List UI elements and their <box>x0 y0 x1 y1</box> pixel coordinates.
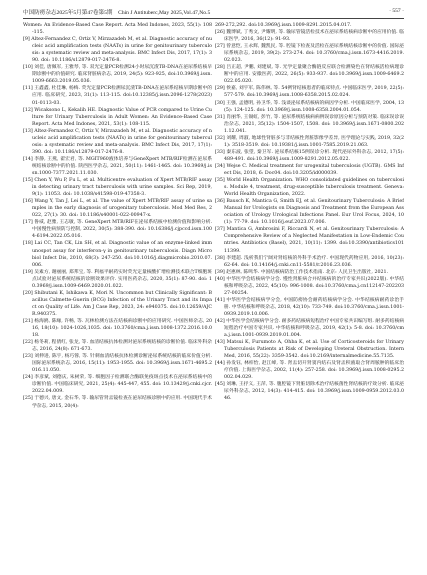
reference-item: [36] Bausch K, Mantica G, Smith EJ, et al. Genitourinary Tuberculosis: A Brief Manual for Urologists on Diagnosis and Treatment from the European Association of Urology Urological Infections Panel. Eur Urol Focus, 2024, 10(1): 77-79. doi: 10.1016/j.euf.2023.07.006. <box>215 199 404 226</box>
page-number: · 557 · <box>389 8 404 14</box>
reference-item: [28] 吕正超, 尹鹏, 刘建斌, 等. 光学定量聚合酶链反应联合检测染色在肾结核活检病理诊断中的应用. 安徽医药, 2022, 26(5): 933-937. doi:10.3969/j.issn.1009-6469.2022.05.020. <box>215 65 404 85</box>
reference-item: [23] 刘伸进, 陈宇, 杨巧蓉, 等. 针刺血清结核抗体检测诊断泌尿系统结核的临床价值分析. 国际泌尿系统杂志, 2016, 15(11): 1953-1955. doi: 10.3969/j.issn.1671-4695.2016.11.050. <box>23 354 212 374</box>
reference-item: [35] World Health Organization. WHO consolidated guidelines on tuberculosis. Module 4, treatment, drug-susceptible tuberculosis treatment. Geneva: World Health Organization, 2022. <box>215 178 404 198</box>
reference-item: [22] 杨冬莉, 程倩红, 张龙, 等. 血清结核抗体检测对泌尿系统结核的诊断价值. 临床外科杂志, 2016, 24(8): 671-673. <box>23 340 212 353</box>
reference-item: [40] 中华医学会结核病学分会. 慢性肾脏病合并结核病的治疗专家共识(2022版). 中华结核和呼吸杂志, 2022, 45(10): 996-1008. doi:10.3760/cma.j.cn112147-20220327-00254. <box>215 276 404 296</box>
reference-item: [31] 肖丽华, 王锡虹, 彭竹, 等. 泌尿系统结核病病例误诊原因分析与预防对策. 临床误诊误治杂志, 2021, 35(12): 1504-1507, 1508. doi: 10.3969/j.issn.1671-0800.2021.12.041. <box>215 114 404 134</box>
reference-item: [16] Wang Y, Tan J, Lei L, et al. The value of Xpert MTB/RIF assay of urine samples in the early diagnosis of urogenitary tuberculosis. Mod Med Res, 2022, 27(1): 30. doi: 10.1186/s40001-022-00947-x. <box>23 199 212 219</box>
reference-item: [17] 鲁威, 赵雅, 王志敏, 等. GeneXpert MTB/RIF在泌尿系结核中检测价值和影响分析. 中国慢性病预防与控制, 2022, 30(5): 388-390. doi: 10.16386/j.cjpccd.issn.1004-6194.2022.05.016. <box>23 220 212 240</box>
reference-item: [37] Mantica G, Ambrosini F, Riccardi N, et al. Genitourinary Tuberculosis: A Comprehensive Review of a Neglected Manifestation in Low-Endemic Countries. Antibiotics (Basel), 2021, 10(11): 1399. doi:10.3390/antibiotics10111399. <box>215 227 404 254</box>
reference-item: [10] 刘佳, 唐佩军, 王雅琴, 等. 双光定量PCR检测24小时尿沉渣TB-DNA在泌尿系结核早期诊断中的价值研究. 临床肾脏病杂志, 2019, 24(5): 923-925, doi:10.3969/j.issn.1009-6663.2019.05.036. <box>23 65 212 85</box>
references-left-column <box>23 22 212 567</box>
reference-item: 269-272,292. doi:10.3969/j.issn.1009-8291.2015.04.017. <box>215 23 352 28</box>
reference-item: [42] 中华医学会结核病学分会. 耐多药结核病短程治疗中国专家共识编写组. 耐多药结核病短程治疗中国专家共识. 中华结核和呼吸杂志, 2019, 42(1): 5-8. doi: 10.3760/cma.j.issn.1001-0939.2019.01.004. <box>215 318 404 339</box>
reference-item: [24] 李彦斌, 刘德庆, 朱树荣, 等. 细胞因子检测联合酶联免疫斑点技术在泌尿系结核中的诊断价值. 中国临床研究, 2021, 25(4): 445-447, 455. doi: 10.13429/j.cnki.cjcr.2022.04.009. <box>23 375 212 395</box>
running-header <box>0 0 427 20</box>
reference-item: [38] 李建超. 浅析我们宁阔对肾结核的外科手术治疗. 中国现代药物应用, 2016, 10(23): 62-64. doi: 10.14164/j.cnki.cn11-5581/r.2016.23.036. <box>215 255 404 268</box>
reference-item: [27] 曾意恺, 王永辉, 魏凯民, 等. 腔镜下检查及活检在泌尿系统结核诊断中的价值. 国际泌尿系统杂志, 2019, 39(2): 273-274. doi: 10.3760/cma.j.issn.1673-4416.2019.02.023. <box>215 44 404 64</box>
header-rule <box>23 18 404 19</box>
reference-item: [34] Wejse C. Medical treatment for urogenital tuberculosis (UGTB). GMS Infect Dis, 2018, 6: Doc04. doi:10.3205/id000039. <box>215 163 404 176</box>
reference-item: [9] Altez-Fernandez C, Ortiz V, Mirzazadeh M, et al. Diagnostic accuracy of nucleic acid amplification tests (NAATs) in urine for genitourinary tuberculosis: a systematic review and meta-analysis. BMC Infect Dis, 2017, 17(1): 390. doi: 10.1186/s12879-017-2476-8. <box>23 37 212 64</box>
reference-item: [41] 中华医学会结核病学分会, 中国防痨协会耐药结核病学分会. 中华结核病耐药诊治手册. 中华结核和呼吸杂志, 2018, 42(10): 733-749. doi:10.3760/cma.j.issn.1001-0939.2019.10.006. <box>215 297 404 317</box>
reference-item: [13] Altez-Fernandez C, Ortiz V, Mirzazadeh M, et al. Diagnostic accuracy of nucleic acid amplification tests (NAATs) in urine for genitourinary tuberculosis: a systematic review and meta-analysis. BMC Infect Dis, 2017, 17(1): 390. doi: 10.1186/s12879-017-2476-8. <box>23 128 212 155</box>
reference-item: Women: An Evidence-Based Case Report. Acta Med Indones, 2023, 55(1): 108-115. <box>23 23 212 36</box>
reference-item: [12] Wicaksono L, Kekalih HE. Diagnostic Value of PCR compared to Urine Culture for Urinary Tuberculosis in Adult Women: An Evidence-Based Case Report. Acta Med Indones, 2021, 53(1): 108-115. <box>23 107 212 127</box>
reference-item: [18] Lai CC, Tan CK, Lin SH, et al. Diagnostic value of an enzyme-linked immunospot assay for interferon-γ in genitourinary tuberculosis. Diagn Microbiol Infect Dis, 2010, 68(3): 247-250. doi:10.1016/j.diagmicrobio.2010.07.006. <box>23 241 212 268</box>
journal-header: 中国防痨杂志2025年5月第47卷第5期 Chin J Antituberc,May 2025,Vol.47,No.5 <box>23 10 211 16</box>
reference-item: [19] 吴素方, 谢丽丽, 郑邦宝, 等. 利福平耐药实时荧光定量核酸扩增检测技术联合T细胞斑点试验对泌尿系统结核的诊断效果评价. 实用医药杂志, 2020, 35(1): 87-90. doi: 10.3969/j.issn.1009-6469.2020.01.022. <box>23 269 212 289</box>
reference-item: [44] 孙发钰, 林梓怡, 赵江峰, 等. 肾盂切开肾窦内结石及肾盂积液取合肾周脓肿的临床治疗价值. 上海医学杂志, 2002, 11(4): 257-258. doi: 10.3969/j.issn.1008-0295.2002.04.029. <box>215 361 404 381</box>
reference-item: [39] 赵惠林, 陈鸣华. 中国结核病防治工作技术指南. 北京: 人民卫生出版社, 2021. <box>215 269 389 275</box>
references-right-column <box>215 22 404 567</box>
reference-item: [32] 刘耀, 周淑, 地球性肾脏多与非结核性肾脏影像学差异, 医学理论与实践, 2019, 32(21): 3518-3519. doi: 10.19381/j.issn.1001-7585.2019.21.063. <box>215 135 404 148</box>
reference-item: [11] 王鑫鑫, 杜佳琳, 杨梅. 荧光定量PCR检测尿沉渣TB-DNA在泌尿系结核早期诊断中的应用. 临床研究, 2023, 31(1): 113-115. doi:10.12385/j.issn.2096-1278(2023)01-0113-03. <box>23 86 212 106</box>
reference-item: [15] Chen Y, Wu P, Fu L, et al. Multicentre evaluation of Xpert MTB/RIF assay in detecting urinary tract tuberculosis with urine samples. Sci Rep, 2019, 9(1): 11053. doi: 10.1038/s41598-019-47358-3. <box>23 178 212 198</box>
reference-item: [29] 侯嘉, 刘宇军, 陈伟林, 等. 54例肾结核患者的临床特点. 中国临床医学, 2019, 22(5): 577-579. doi:10.3969/j.issn.1008-6358.2015.02.024. <box>215 86 404 99</box>
reference-item: [45] 刘琳, 王抒义, 王萍, 等. 腹腔镜下肾脏切除术治疗结核菌性肾结核的疗效分析. 临床泌尿外科杂志, 2012, 14(3): 414-415. doi: 10.3969/j.issn.1009-0959.2012.03.046. <box>215 382 404 402</box>
reference-item: [25] 于德兴, 唐文, 金石华, 等. 输尿管肾盂镜检查在泌尿结核诊断中的应用. 中国现代手术学杂志, 2015, 20(4): <box>23 396 212 409</box>
reference-item: [43] Matsui K, Furumoto A, Ohba K, et al. Use of Corticosteroids for Urinary Tuberculosis Patients at Risk of Developing Ureteral Obstruction. Intern Med, 2016, 55(22): 3359-3542. doi:10.2169/internalmedicine.55.7135. <box>215 340 404 360</box>
reference-item: [33] 秦东波, 张望, 秦卫军. 泌尿系结核15例误诊分析. 现代泌尿外科杂志, 2012, 17(5): 489-491. doi:10.3969/j.issn.1009-8291.2012.05.022. <box>215 149 404 162</box>
reference-item: [30] 王强, 孟德明, 孙卫华, 等. 浅谈泌尿系结核病的病因学分析. 中国临床医学, 2004, 13(5): 124-125. doi: 10.3969/j.issn.1008-6358.2004.01.054. <box>215 100 404 113</box>
reference-item: [26] 魏博斌, 丁秀文, 尹耀明, 等. 输尿管镜活检技术在泌尿系结核病诊断中的应用价值. 临床医学, 2016, 36(12): 91-93. <box>215 30 404 43</box>
reference-item: [20] Shibutani K, Ishikawa K, Mori N. Uncommon but Clinically Significant: Bacillus Calmette-Guerin (BCG) Infection of the Urinary Tract and its Impact on Quality of Life. Am J Case Rep, 2023, 24: e940375. doi:10.12659/AJCR.940375. <box>23 290 212 317</box>
reference-item: [21] 杨海鸥, 陈缘, 许畅, 等. 瓦林检测方法在结核病诊断中的应用研究. 中国医师杂志, 2016, 18(10): 1024-1026,1035. doi: 10.3760/cma.j.issn.1008-1372.2016.10.018. <box>23 318 212 339</box>
reference-item: [14] 李静, 王燕, 翟宏君, 等. MGIT960液体培养与GeneXpert MTB/RIF检测在泌尿系统结核诊断中的价值. 陕西医学杂志, 2021, 50(11): 1461-1465. doi: 10.3969/j.issn.1000-7377.2021.11.030. <box>23 156 212 176</box>
